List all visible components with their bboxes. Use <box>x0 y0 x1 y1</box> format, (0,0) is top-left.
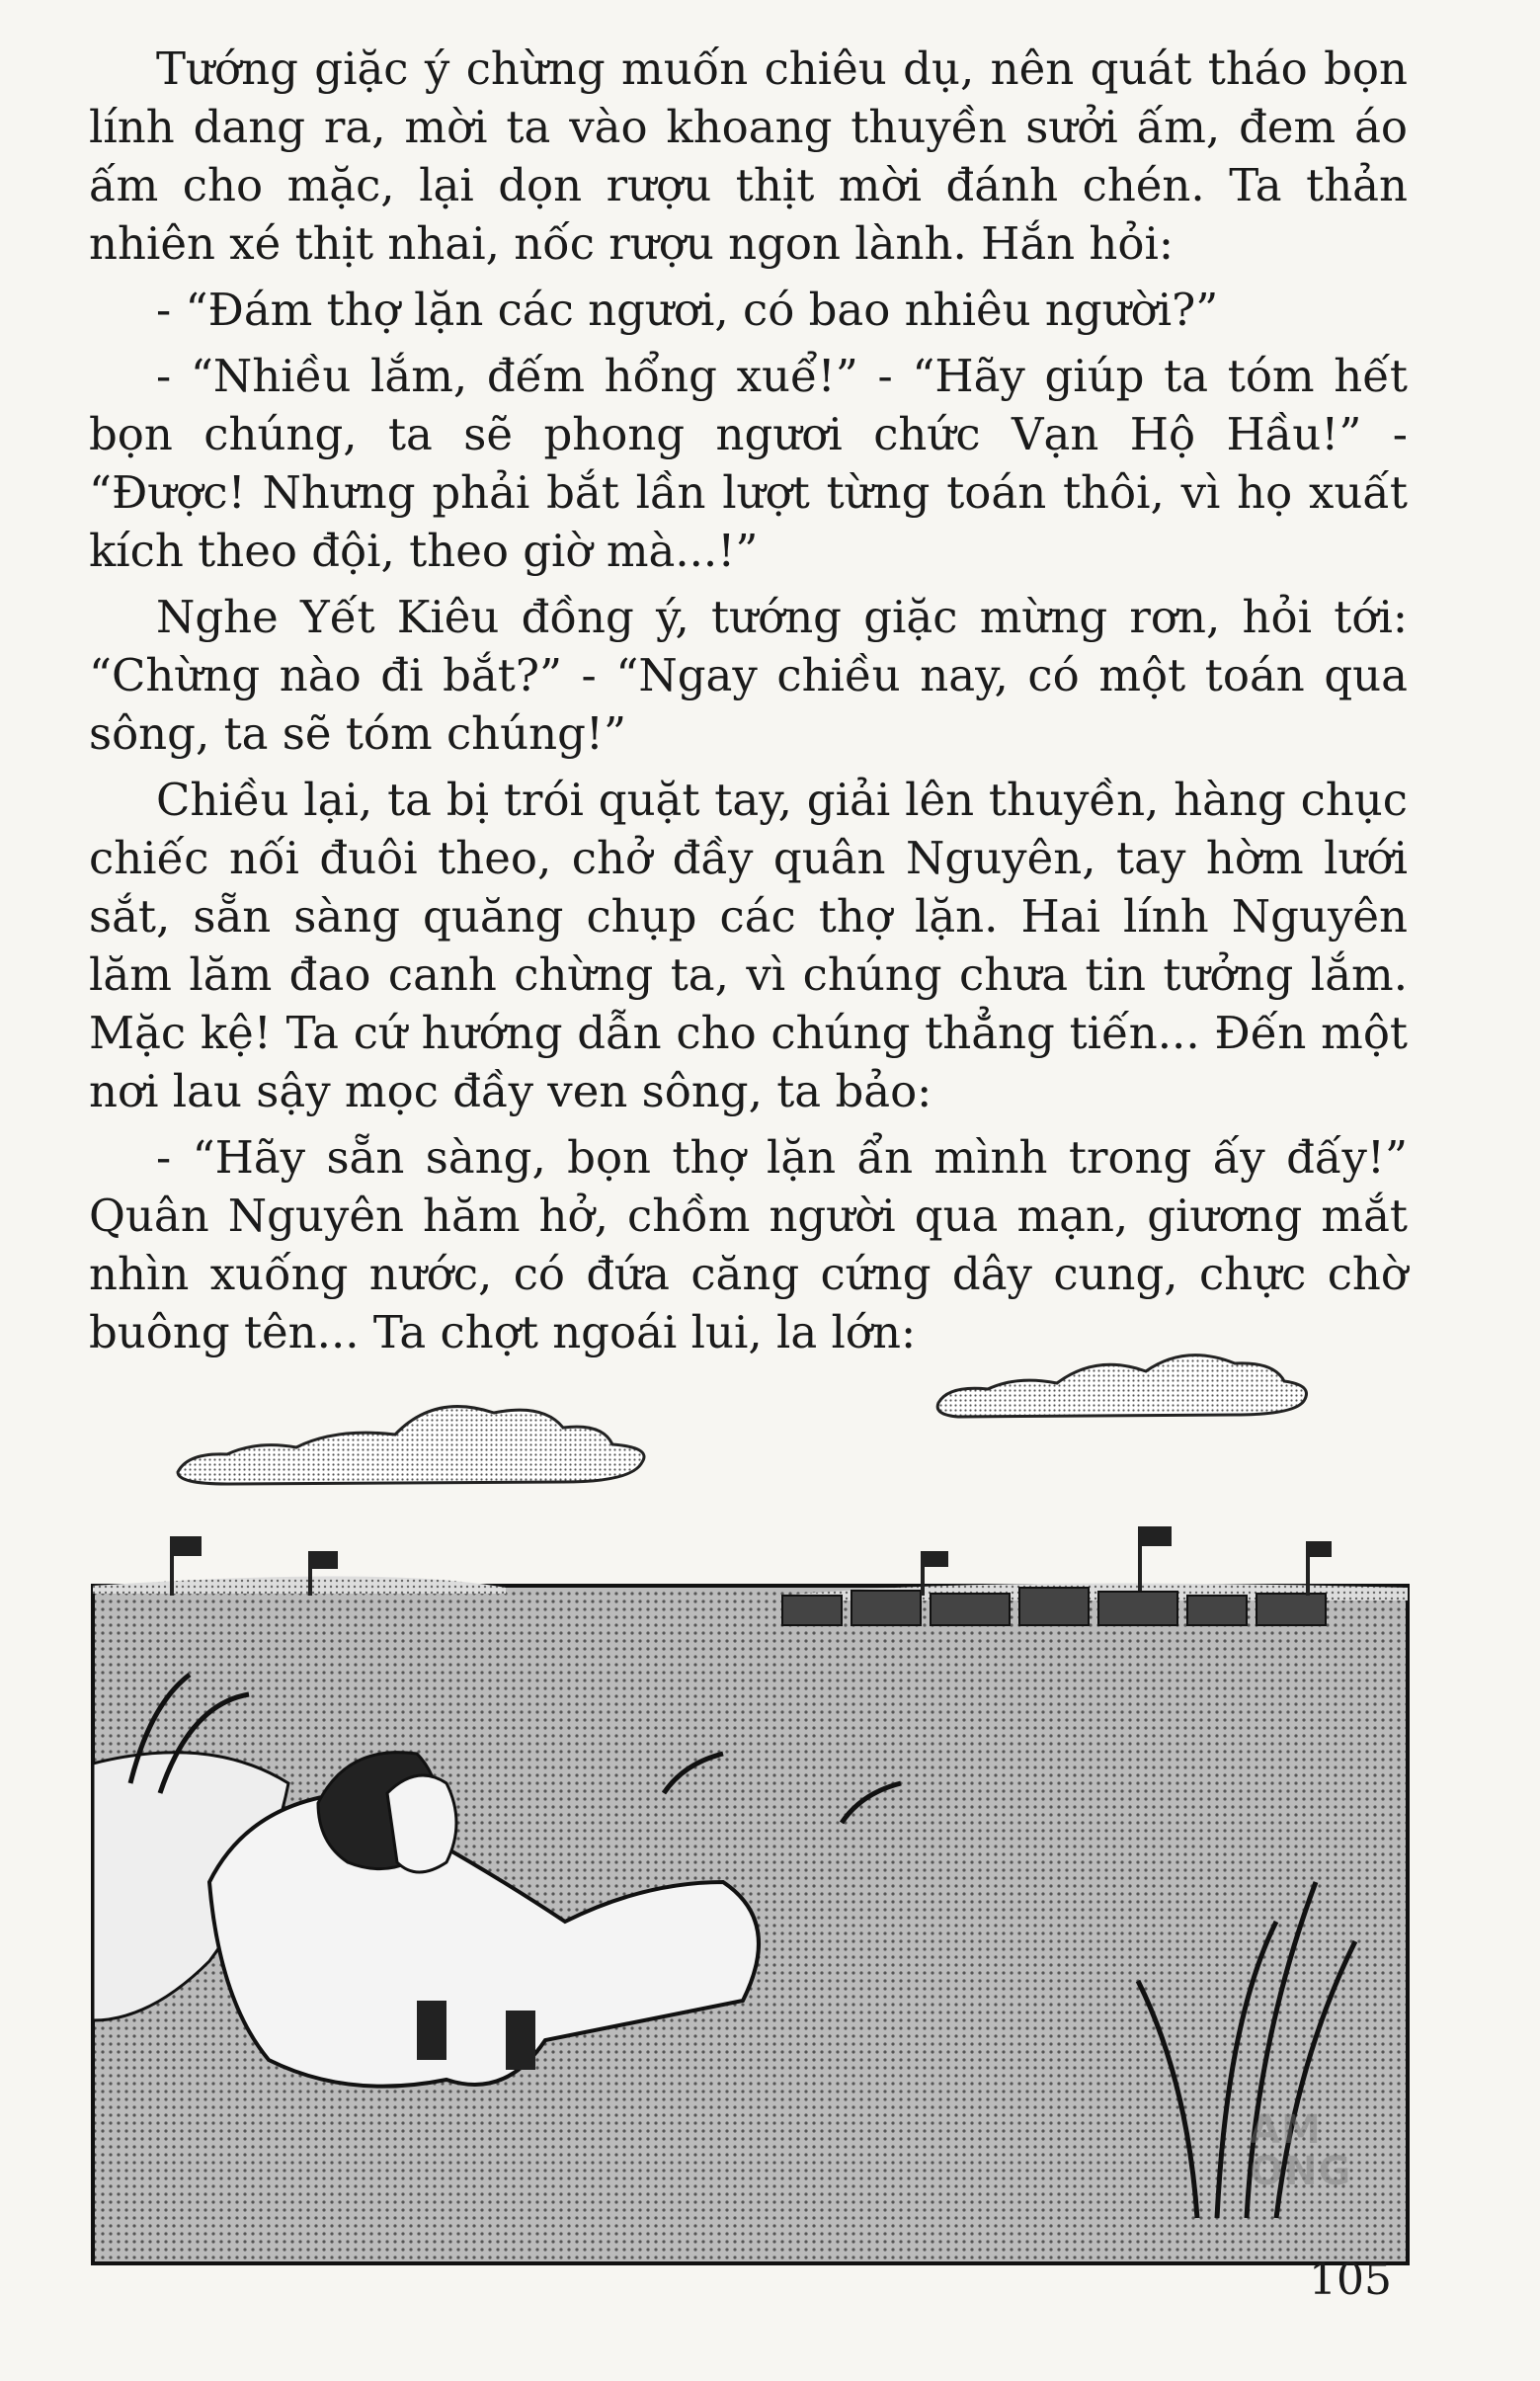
watermark <box>1250 2109 1351 2192</box>
paragraph-3: - “Nhiều lắm, đếm hổng xuể!” - “Hãy giúp ta tóm hết bọn chúng, ta sẽ phong ngươi chức Vạn Hộ Hầu!” - “Được! Nhưng phải bắt lần lượt từng toán thôi, vì họ xuất kích theo đội, theo giờ mà...!” <box>89 350 1408 577</box>
page-number: 105 <box>1309 2255 1392 2305</box>
body-text <box>89 40 1408 1369</box>
watermark-line-2: ONG <box>1250 2149 1352 2194</box>
paragraph-6: - “Hãy sẵn sàng, bọn thợ lặn ẩn mình trong ấy đấy!” Quân Nguyên hăm hở, chồm người qua mạn, giương mắt nhìn xuống nước, có đứa căng cứng dây cung, chực chờ buông tên... Ta chợt ngoái lui, la lớn: <box>89 1131 1408 1358</box>
river-illustration <box>91 1329 1410 2265</box>
paragraph-2: - “Đám thợ lặn các ngươi, có bao nhiêu người?” <box>156 284 1219 336</box>
paragraph-4: Nghe Yết Kiêu đồng ý, tướng giặc mừng rơn, hỏi tới: “Chừng nào đi bắt?” - “Ngay chiều nay, có một toán qua sông, ta sẽ tóm chúng!” <box>89 591 1408 760</box>
paragraph-5: Chiều lại, ta bị trói quặt tay, giải lên thuyền, hàng chục chiếc nối đuôi theo, chở đầy quân Nguyên, tay hờm lưới sắt, sẵn sàng quăng chụp các thợ lặn. Hai lính Nguyên lăm lăm đao canh chừng ta, vì chúng chưa tin tưởng lắm. Mặc kệ! Ta cứ hướng dẫn cho chúng thẳng tiến... Đến một nơi lau sậy mọc đầy ven sông, ta bảo: <box>89 774 1408 1117</box>
paragraph-1: Tướng giặc ý chừng muốn chiêu dụ, nên quát tháo bọn lính dang ra, mời ta vào khoang thuyền sưởi ấm, đem áo ấm cho mặc, lại dọn rượu thịt mời đánh chén. Ta thản nhiên xé thịt nhai, nốc rượu ngon lành. Hắn hỏi: <box>89 42 1408 270</box>
watermark-line-1: AM <box>1250 2107 1322 2153</box>
